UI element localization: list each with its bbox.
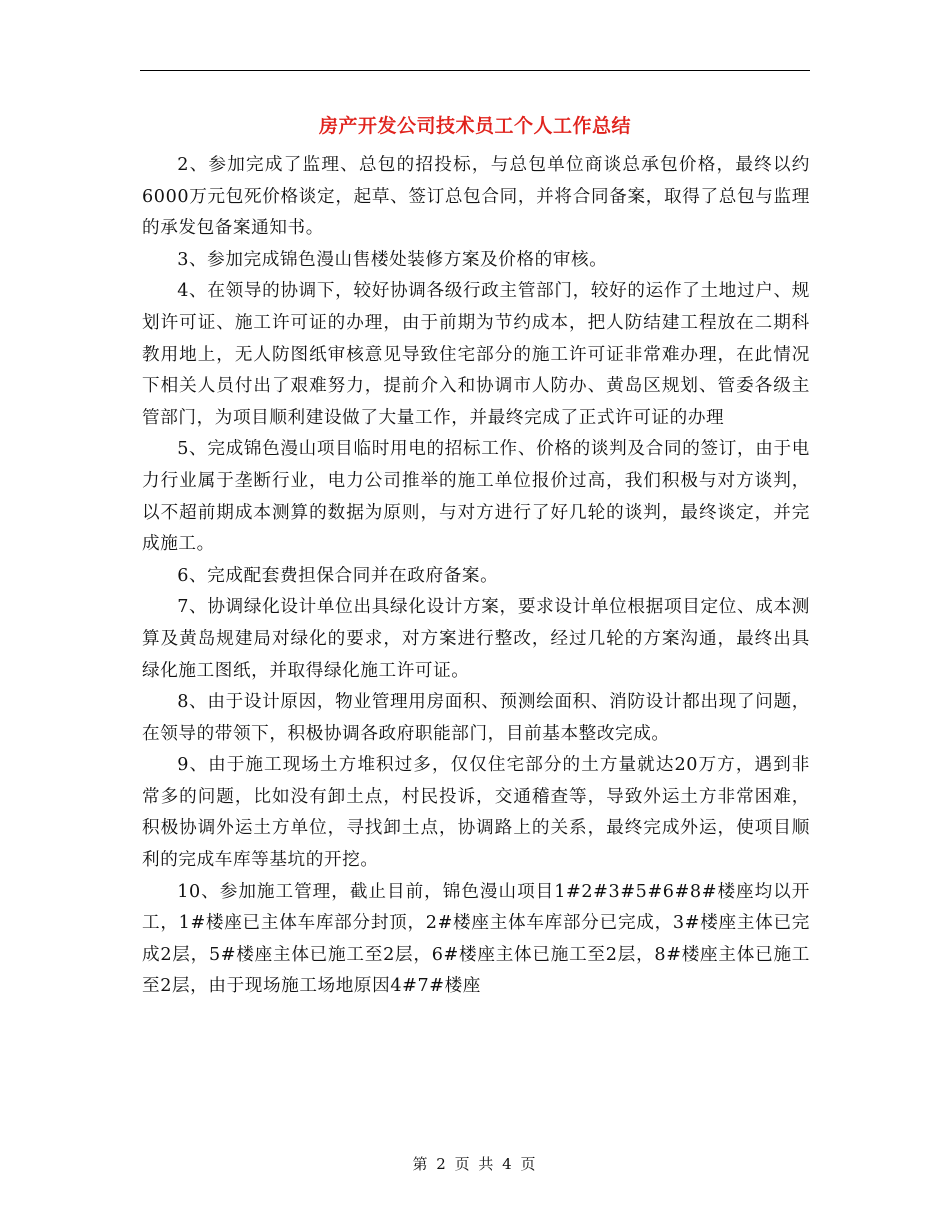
paragraph-item-5: 5、完成锦色漫山项目临时用电的招标工作、价格的谈判及合同的签订，由于电力行业属于垄断行业，电力公司推举的施工单位报价过高，我们积极与对方谈判，以不超前期成本测算的数据为原则，与对方进行了好几轮的谈判，最终谈定，并完成施工。	[142, 439, 810, 555]
document-title: 房产开发公司技术员工个人工作总结	[318, 115, 631, 137]
paragraph-item-8: 8、由于设计原因，物业管理用房面积、预测绘面积、消防设计都出现了问题，在领导的带领下，积极协调各政府职能部门，目前基本整改完成。	[142, 692, 810, 744]
paragraph-item-9: 9、由于施工现场土方堆积过多，仅仅住宅部分的土方量就达20万方，遇到非常多的问题，比如没有卸土点，村民投诉，交通稽查等，导致外运土方非常困难，积极协调外运土方单位，寻找卸土点，协调路上的关系，最终完成外运，使项目顺利的完成车库等基坑的开挖。	[142, 755, 810, 871]
header-rule	[140, 70, 810, 71]
paragraph-item-6: 6、完成配套费担保合同并在政府备案。	[177, 565, 499, 586]
paragraph-item-7: 7、协调绿化设计单位出具绿化设计方案，要求设计单位根据项目定位、成本测算及黄岛规建局对绿化的要求，对方案进行整改，经过几轮的方案沟通，最终出具绿化施工图纸，并取得绿化施工许可证。	[142, 597, 810, 681]
document-body	[142, 150, 810, 1003]
paragraph-item-10: 10、参加施工管理，截止目前，锦色漫山项目1#2#3#5#6#8#楼座均以开工，1#楼座已主体车库部分封顶，2#楼座主体车库部分已完成，3#楼座主体已完成2层，5#楼座主体已施工至2层，6#楼座主体已施工至2层，8#楼座主体已施工至2层，由于现场施工场地原因4#7#楼座	[142, 881, 810, 997]
paragraph-item-3: 3、参加完成锦色漫山售楼处装修方案及价格的审核。	[177, 249, 608, 270]
paragraph-item-2: 2、参加完成了监理、总包的招投标，与总包单位商谈总承包价格，最终以约6000万元包死价格谈定，起草、签订总包合同，并将合同备案，取得了总包与监理的承发包备案通知书。	[142, 155, 810, 239]
paragraph-item-4: 4、在领导的协调下，较好协调各级行政主管部门，较好的运作了土地过户、规划许可证、施工许可证的办理，由于前期为节约成本，把人防结建工程放在二期科教用地上，无人防图纸审核意见导致住宅部分的施工许可证非常难办理，在此情况下相关人员付出了艰难努力，提前介入和协调市人防办、黄岛区规划、管委各级主管部门，为项目顺利建设做了大量工作，并最终完成了正式许可证的办理	[142, 281, 810, 428]
page-number-footer: 第 2 页 共 4 页	[412, 1155, 538, 1173]
